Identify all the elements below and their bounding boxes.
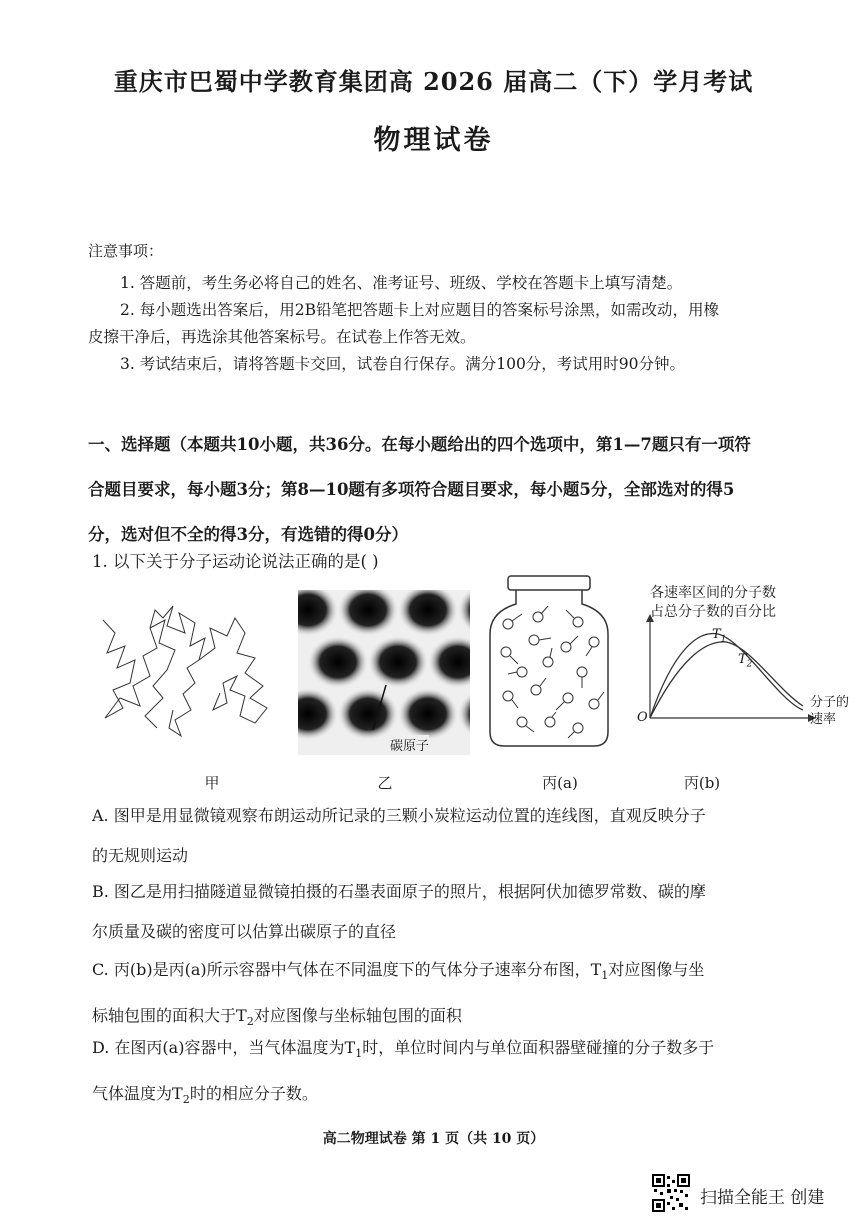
option-b-line: 尔质量及碳的密度可以估算出碳原子的直径 [92, 922, 397, 941]
notice-item: 皮擦干净后，再选涂其他答案标号。在试卷上作答无效。 [88, 328, 476, 346]
option-b-line: B. 图乙是用扫描隧道显微镜拍摄的石墨表面原子的照片，根据阿伏加德罗常数、碳的摩 [92, 882, 706, 901]
brownian-motion-figure [95, 598, 275, 748]
option-d [92, 1028, 792, 1120]
graph-ylabel [650, 584, 776, 622]
option-a [92, 796, 792, 876]
option-d-line [92, 1028, 792, 1074]
option-d-sub: 1 [355, 1047, 363, 1061]
curve-label-t1-sub: 1 [720, 634, 727, 645]
option-a-line: A. 图甲是用显微镜观察布朗运动所记录的三颗小炭粒运动位置的连线图，直观反映分子 [92, 806, 706, 825]
notice-item: 1. 答题前，考生务必将自己的姓名、准考证号、班级、学校在答题卡上填写清楚。 [120, 274, 683, 292]
option-c-sub: 1 [601, 969, 609, 983]
option-d-line [92, 1074, 792, 1120]
option-c-sub: 2 [246, 1015, 254, 1029]
notice-item: 2. 每小题选出答案后，用2B铅笔把答题卡上对应题目的答案标号涂黑，如需改动，用橡 [120, 301, 719, 319]
option-d-text: D. 在图丙(a)容器中，当气体温度为T [92, 1038, 356, 1057]
curve-label-t2-sub: 2 [746, 659, 753, 670]
figure-label-bing-a: 丙(a) [542, 774, 578, 792]
curve-label-t2 [738, 652, 752, 670]
section-instructions [88, 422, 788, 557]
figure-label-bing-b: 丙(b) [683, 774, 721, 792]
scanner-watermark: 扫描全能王 创建 [700, 1188, 825, 1208]
option-c-text: 对应图像与坐 [608, 960, 705, 979]
graph-origin: O [637, 710, 648, 725]
section-line: 分，选对但不全的得3分，有选错的得0分） [88, 525, 408, 544]
figure-label-jia: 甲 [204, 774, 220, 792]
graph-xlabel-line: 速率 [810, 712, 837, 727]
section-line: 合题目要求，每小题3分；第8—10题有多项符合题目要求，每小题5分，全部选对的得5 [88, 480, 735, 499]
notice-item: 3. 考试结束后，请将答题卡交回，试卷自行保存。满分100分，考试用时90分钟。 [120, 355, 686, 373]
graphite-stm-image [298, 590, 470, 755]
option-c-text: 标轴包围的面积大于T [92, 1006, 247, 1026]
notice-heading: 注意事项： [88, 242, 164, 260]
exam-title: 重庆市巴蜀中学教育集团高 2026 届高二（下）学月考试 [113, 67, 754, 96]
option-d-sub: 2 [182, 1093, 190, 1107]
graph-xlabel-line: 分子的 [810, 695, 850, 710]
graph-xlabel [810, 694, 849, 728]
option-d-text: 时的相应分子数。 [189, 1084, 318, 1104]
curve-label-t2-text: T [738, 652, 747, 667]
option-b [92, 872, 792, 952]
curve-label-t1 [712, 627, 726, 645]
option-c-text: C. 丙(b)是丙(a)所示容器中气体在不同温度下的气体分子速率分布图，T [92, 960, 602, 979]
option-a-line: 的无规则运动 [92, 846, 189, 865]
option-d-text: 时，单位时间内与单位面积器壁碰撞的分子数多于 [362, 1038, 715, 1057]
section-line: 一、选择题（本题共10小题，共36分。在每小题给出的四个选项中，第1—7题只有一项符 [88, 435, 751, 454]
option-c-line [92, 950, 792, 996]
gas-jar-figure [486, 572, 612, 750]
page-footer: 高二物理试卷 第 1 页（共 10 页） [322, 1131, 545, 1147]
carbon-atom-label: 碳原子 [390, 735, 429, 754]
option-d-text: 气体温度为T [92, 1084, 183, 1104]
exam-subtitle: 物理试卷 [373, 125, 494, 156]
graph-ylabel-line: 占总分子数的百分比 [650, 604, 776, 620]
figure-label-yi: 乙 [377, 774, 393, 792]
curve-label-t1-text: T [712, 627, 721, 642]
qr-code-icon [652, 1174, 690, 1212]
question-1-stem: 1. 以下关于分子运动论说法正确的是( ) [92, 552, 379, 571]
option-c-text: 对应图像与坐标轴包围的面积 [253, 1006, 462, 1026]
graph-ylabel-line: 各速率区间的分子数 [650, 585, 776, 601]
